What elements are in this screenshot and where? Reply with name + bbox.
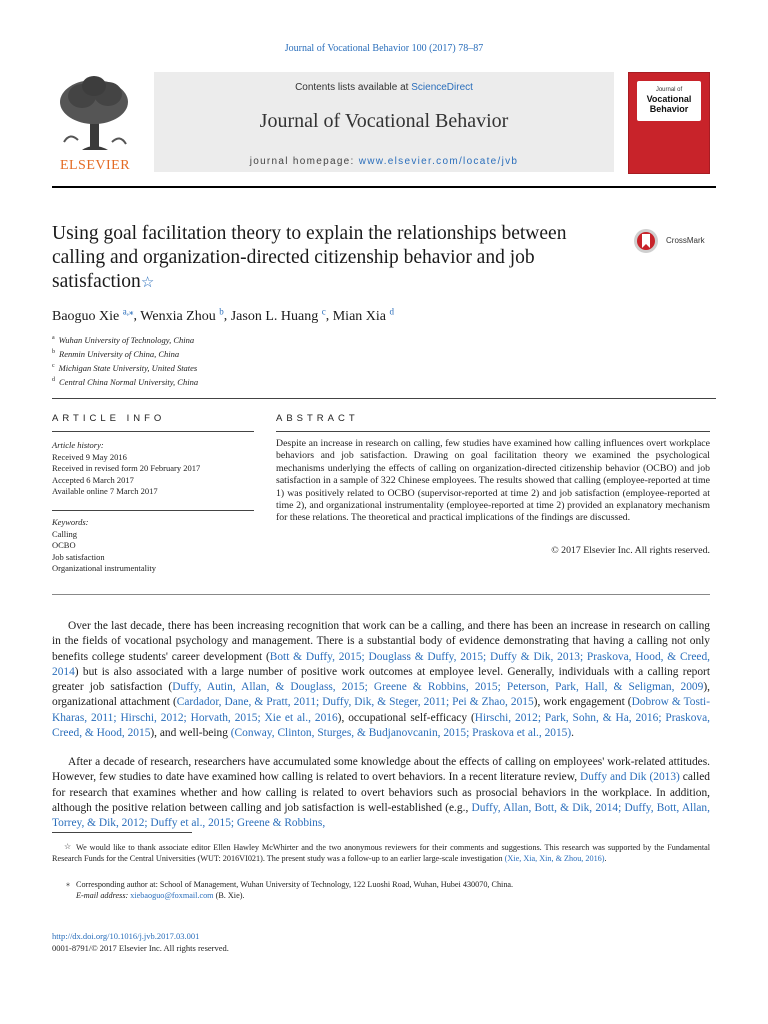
history-item: Received 9 May 2016 (52, 451, 127, 462)
article-history (52, 440, 252, 498)
journal-header (52, 72, 716, 174)
author-name: Jason L. Huang (230, 308, 319, 324)
intro-paragraph-1: Over the last decade, there has been increasing recognition that work can be a calling, and there has been an increase in research on calling in the fields of vocational psychology and management. There is a substantial body of evidence demonstrating that having a calling not only benefits college students' career development (Bott & Duffy, 2015; Douglass & Duffy, 2015; Duffy & Dik, 2013; Praskova, Hood, & Creed, 2014) but is also associated with a large number of positive work outcomes at employee level. Generally, individuals with a calling report greater job satisfaction (Duffy, Autin, Allan, & Douglass, 2015; Greene & Robbins, 2015; Peterson, Park, Hall, & Seligman, 2009), organizational attachment (Cardador, Dane, & Pratt, 2011; Duffy, Dik, & Steger, 2011; Pei & Zhao, 2015), work engagement (Dobrow & Tosti-Kharas, 2011; Hirschi, 2012; Horvath, 2015; Xie et al., 2016), occupational self-efficacy (Hirschi, 2012; Park, Sohn, & Ha, 2016; Praskova, Creed, & Hood, 2015), and well-being (Conway, Clinton, Sturges, & Budjanovcanin, 2015; Praskova et al., 2015). (52, 620, 711, 740)
elsevier-wordmark: ELSEVIER (59, 158, 131, 173)
footnote-corr-mark: ⁎ (66, 879, 70, 888)
journal-citation-link[interactable]: Journal of Vocational Behavior 100 (2017) 78–87 (284, 43, 484, 54)
article-info-rule (52, 431, 254, 432)
author-1[interactable] (52, 306, 134, 324)
author-3[interactable] (230, 306, 326, 324)
author-affil-mark[interactable]: b (219, 306, 224, 316)
article-title-text: Using goal facilitation theory to explain the relationships between calling and organization-directed citizenship behavior and job satisfaction (52, 223, 567, 292)
journal-homepage-link[interactable]: www.elsevier.com/locate/jvb (358, 156, 519, 167)
abstract-heading: ABSTRACT (276, 413, 359, 424)
sciencedirect-link[interactable]: ScienceDirect (411, 82, 473, 93)
abstract-copyright: © 2017 Elsevier Inc. All rights reserved. (551, 545, 710, 556)
history-item: Accepted 6 March 2017 (52, 474, 134, 485)
author-list: Baoguo Xie $^{a,⁎}$, Wenxia Zhou $^b$, Jason L. Huang $^c$, Mian Xia $^d$ (52, 306, 394, 324)
header-rule (52, 186, 716, 188)
keyword-item: Organizational instrumentality (52, 563, 156, 574)
article-info-heading: ARTICLE INFO (52, 413, 166, 424)
crossmark-badge[interactable] (632, 228, 722, 254)
keywords-label: Keywords: (52, 517, 89, 527)
elsevier-tree-icon (52, 72, 138, 158)
cover-small-text: Journal of (655, 87, 683, 93)
email-suffix: (B. Xie). (213, 891, 245, 901)
footnote-acknowledgement: We would like to thank associate editor Ellen Hawley McWhirter and the two anonymous reviewers for their comments and suggestions. This research was supported by the Fundamental Research Funds for the Central Universities (WUT: 2016VI021). The present study was a follow-up to an earlier large-scale investigation (Xie, Xia, Xin, & Zhou, 2016). (52, 843, 710, 864)
author-name: Wenxia Zhou (140, 308, 216, 324)
affiliation-list (52, 332, 198, 389)
abstract-text: Despite an increase in research on calling, few studies have examined how calling influences overt workplace behaviors and job satisfaction. Drawing on goal facilitation theory we examined the psychological mechanisms underlying the effects of calling on organization-directed citizenship behavior (OCBO) and job satisfaction in a sample of 322 Chinese employees. The results showed that calling (employee-reported at time 1) was positively related to OCBO (supervisor-reported at time 2) and job satisfaction (employee-reported at time 2), and organizational instrumentality (employee-reported at time 2) provided an explanatory mechanism for these relations. The theoretical and practical implications of the findings are discussed. (276, 438, 710, 524)
crossmark-icon (632, 228, 662, 254)
citation-link[interactable]: Cardador, Dane, & Pratt, 2011; Duffy, Dik, & Steger, 2011; Pei & Zhao, 2015 (176, 696, 534, 709)
keyword-item: Calling (52, 528, 78, 539)
crossmark-label: CrossMark (666, 236, 705, 245)
citation-link[interactable]: Duffy, Autin, Allan, & Douglass, 2015; Greene & Robbins, 2015; Peterson, Park, Hall, & Seligman, 2009 (172, 681, 704, 694)
section-rule (52, 398, 716, 399)
author-name: Baoguo Xie (52, 308, 120, 324)
cover-title-line-2: Behavior (649, 104, 689, 114)
author-4[interactable] (332, 306, 394, 324)
corresponding-author-address: Corresponding author at: School of Management, Wuhan University of Technology, 122 Luoshi Road, Wuhan, Hubei 430070, China. (76, 880, 514, 889)
cover-title-text (637, 94, 701, 114)
citation-link[interactable]: Hirschi, 2012; Park, Sohn, & Ha, 2016; Praskova, Creed, & Hood, 2015 (52, 711, 711, 740)
article-title (52, 222, 612, 295)
keywords-rule (52, 510, 254, 511)
email-label: E-mail address: (76, 891, 131, 901)
homepage-label: journal homepage: (249, 156, 359, 167)
abstract-end-rule (52, 594, 710, 595)
citation-link[interactable]: Duffy and Dik (2013) (580, 771, 680, 784)
abstract-rule (276, 431, 710, 432)
history-label: Article history: (52, 440, 104, 450)
contents-lists-line (154, 82, 614, 93)
journal-banner (154, 72, 614, 172)
affiliation-item: $^b$ Renmin University of China, China (52, 348, 180, 359)
corresponding-email-line (76, 890, 710, 901)
keywords-block (52, 517, 252, 575)
title-footnote-mark[interactable]: ☆ (140, 275, 155, 291)
footnote-star-mark: ☆ (64, 842, 72, 851)
cover-title-line-1: Vocational (646, 94, 692, 104)
footnote-corresponding-author (52, 879, 710, 902)
keyword-item: Job satisfaction (52, 551, 105, 562)
issn-copyright: 0001-8791/© 2017 Elsevier Inc. All rights reserved. (52, 943, 229, 953)
keyword-item: OCBO (52, 540, 76, 551)
journal-title: Journal of Vocational Behavior (259, 110, 509, 132)
citation-link[interactable]: Dobrow & Tosti-Kharas, 2011; Hirschi, 2012; Horvath, 2015; Xie et al., 2016 (52, 696, 711, 724)
doi-link[interactable]: http://dx.doi.org/10.1016/j.jvb.2017.03.001 (52, 931, 200, 941)
author-2[interactable] (140, 306, 224, 324)
contents-prefix: Contents lists available at (295, 82, 412, 93)
citation-link[interactable]: (Xie, Xia, Xin, & Zhou, 2016) (504, 854, 605, 864)
citation-link[interactable]: Bott & Duffy, 2015; Douglass & Duffy, 2015; Duffy & Dik, 2013; Praskova, Hood, & Creed, 2014 (52, 650, 710, 678)
journal-homepage-line (154, 156, 614, 167)
citation-link[interactable]: Duffy, Allan, Bott, & Dik, 2014; Duffy, Bott, Allan, Torrey, & Dik, 2012; Duffy et al., 2015; Greene & Robbins, (52, 801, 710, 830)
intro-paragraph-2: After a decade of research, researchers have accumulated some knowledge about the effects of calling on employees' work-related attitudes. However, few studies to date have examined how calling is related to overt behaviors. In a recent literature review, Duffy and Dik (2013) called for research that examines whether and how calling is related to overt behaviors such as prosocial behaviors in the workplace. In addition, although the positive relation between calling and job satisfaction is well-established (e.g., Duffy, Allan, Bott, & Dik, 2014; Duffy, Bott, Allan, Torrey, & Dik, 2012; Duffy et al., 2015; Greene & Robbins, (52, 756, 711, 830)
history-item: Available online 7 March 2017 (52, 486, 158, 497)
cover-label (637, 81, 701, 121)
author-affil-mark[interactable]: a,⁎ (122, 306, 134, 316)
history-item: Received in revised form 20 February 2017 (52, 463, 201, 474)
author-affil-mark[interactable]: c (321, 306, 326, 316)
affiliation-item: $^d$ Central China Normal University, China (52, 377, 199, 388)
affiliation-item: $^a$ Wuhan University of Technology, China (52, 334, 195, 345)
elsevier-logo (52, 72, 138, 174)
author-name: Mian Xia (332, 308, 386, 324)
footnote-rule (52, 832, 192, 833)
journal-cover-thumbnail[interactable] (628, 72, 710, 174)
affiliation-item: $^c$ Michigan State University, United States (52, 363, 198, 374)
author-affil-mark[interactable]: d (389, 306, 394, 316)
citation-link[interactable]: (Conway, Clinton, Sturges, & Budjanovcanin, 2015; Praskova et al., 2015) (230, 727, 572, 740)
author-email-link[interactable]: xiebaoguo@foxmail.com (130, 891, 214, 901)
